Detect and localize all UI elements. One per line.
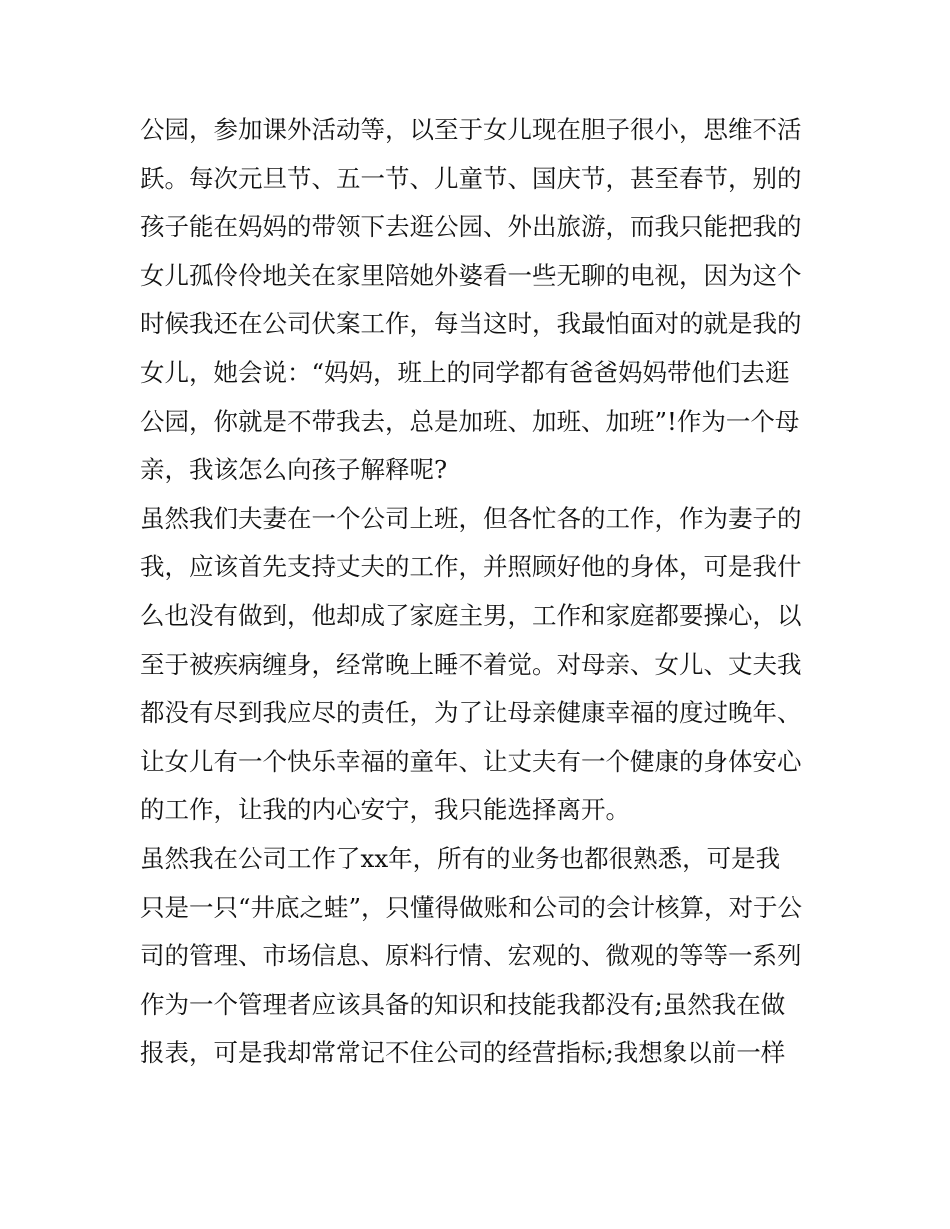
text-line: 作为一个管理者应该具备的知识和技能我都没有;虽然我在做 xyxy=(140,989,786,1019)
text-line: 虽然我在公司工作了xx年，所有的业务也都很熟悉，可是我 xyxy=(140,843,781,873)
text-line: 时候我还在公司伏案工作，每当这时，我最怕面对的就是我的 xyxy=(140,309,802,339)
text-line: 的工作，让我的内心安宁，我只能选择离开。 xyxy=(140,795,630,825)
text-line: 虽然我们夫妻在一个公司上班，但各忙各的工作，作为妻子的 xyxy=(140,503,802,533)
text-line: 至于被疾病缠身，经常晚上睡不着觉。对母亲、女儿、丈夫我 xyxy=(140,649,802,679)
text-line: 报表，可是我却常常记不住公司的经营指标;我想象以前一样 xyxy=(140,1038,786,1068)
text-line: 孩子能在妈妈的带领下去逛公园、外出旅游，而我只能把我的 xyxy=(140,212,802,242)
text-line: 我，应该首先支持丈夫的工作，并照顾好他的身体，可是我什 xyxy=(140,552,802,582)
text-line: 只是一只“井底之蛙”，只懂得做账和公司的会计核算，对于公 xyxy=(140,892,803,922)
text-line: 跃。每次元旦节、五一节、儿童节、国庆节，甚至春节，别的 xyxy=(140,163,802,193)
text-line: 都没有尽到我应尽的责任，为了让母亲健康幸福的度过晚年、 xyxy=(140,698,802,728)
text-line: 么也没有做到，他却成了家庭主男，工作和家庭都要操心，以 xyxy=(140,600,802,630)
text-line: 女儿孤伶伶地关在家里陪她外婆看一些无聊的电视，因为这个 xyxy=(140,260,802,290)
text-line: 亲，我该怎么向孩子解释呢? xyxy=(140,455,448,485)
text-line: 让女儿有一个快乐幸福的童年、让丈夫有一个健康的身体安心 xyxy=(140,746,802,776)
text-line: 公园，你就是不带我去，总是加班、加班、加班”!作为一个母 xyxy=(140,406,800,436)
body-text xyxy=(140,106,820,1078)
text-line: 司的管理、市场信息、原料行情、宏观的、微观的等等一系列 xyxy=(140,941,802,971)
text-line: 女儿，她会说：“妈妈，班上的同学都有爸爸妈妈带他们去逛 xyxy=(140,357,790,387)
text-line: 公园，参加课外活动等，以至于女儿现在胆子很小，思维不活 xyxy=(140,115,802,144)
